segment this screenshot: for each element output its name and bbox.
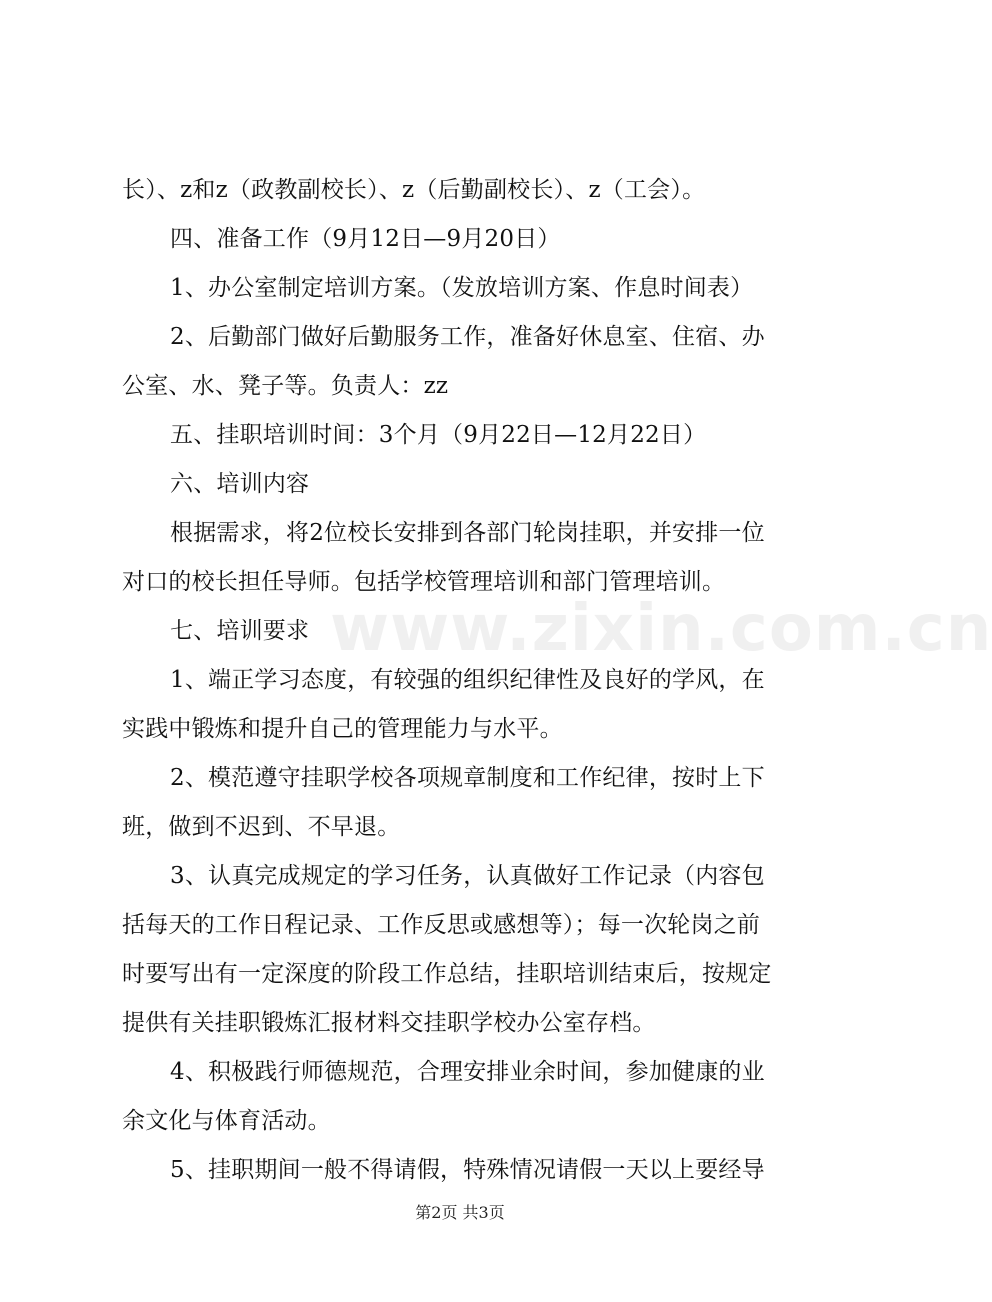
section-heading-training-time: 五、挂职培训时间：3个月（9月22日—12月22日） bbox=[170, 422, 707, 448]
list-item-attitude-continued: 实践中锻炼和提升自己的管理能力与水平。 bbox=[122, 716, 563, 742]
list-item-attitude: 1、端正学习态度，有较强的组织纪律性及良好的学风，在 bbox=[170, 667, 765, 693]
section-heading-training-content: 六、培训内容 bbox=[170, 471, 310, 497]
list-item-logistics: 2、后勤部门做好后勤服务工作，准备好休息室、住宿、办 bbox=[170, 324, 765, 350]
section-heading-training-requirements: 七、培训要求 bbox=[170, 618, 310, 644]
page-footer: 第2页 共3页 bbox=[415, 1203, 505, 1222]
list-item-learning-tasks-continued-1: 括每天的工作日程记录、工作反思或感想等）；每一次轮岗之前 bbox=[122, 912, 761, 938]
watermark: www.zixin.com.cn bbox=[330, 592, 992, 666]
section-heading-preparation: 四、准备工作（9月12日—9月20日） bbox=[170, 226, 561, 252]
list-item-ethics: 4、积极践行师德规范，合理安排业余时间，参加健康的业 bbox=[170, 1059, 765, 1085]
text-line-continuation: 长）、z和z（政教副校长）、z（后勤副校长）、z（工会）。 bbox=[122, 177, 706, 203]
list-item-ethics-continued: 余文化与体育活动。 bbox=[122, 1108, 331, 1134]
list-item-rules-continued: 班，做到不迟到、不早退。 bbox=[122, 814, 401, 840]
list-item-office-plan: 1、办公室制定培训方案。（发放培训方案、作息时间表） bbox=[170, 275, 754, 301]
list-item-learning-tasks: 3、认真完成规定的学习任务，认真做好工作记录（内容包 bbox=[170, 863, 765, 889]
document-body bbox=[122, 166, 812, 1195]
list-item-learning-tasks-continued-3: 提供有关挂职锻炼汇报材料交挂职学校办公室存档。 bbox=[122, 1010, 656, 1036]
paragraph-training-content-continued: 对口的校长担任导师。包括学校管理培训和部门管理培训。 bbox=[122, 569, 726, 595]
list-item-rules: 2、模范遵守挂职学校各项规章制度和工作纪律，按时上下 bbox=[170, 765, 765, 791]
list-item-learning-tasks-continued-2: 时要写出有一定深度的阶段工作总结，挂职培训结束后，按规定 bbox=[122, 961, 772, 987]
list-item-logistics-continued: 公室、水、凳子等。负责人：zz bbox=[122, 373, 449, 399]
list-item-leave: 5、挂职期间一般不得请假，特殊情况请假一天以上要经导 bbox=[170, 1157, 765, 1183]
paragraph-training-content: 根据需求，将2位校长安排到各部门轮岗挂职，并安排一位 bbox=[170, 520, 765, 546]
